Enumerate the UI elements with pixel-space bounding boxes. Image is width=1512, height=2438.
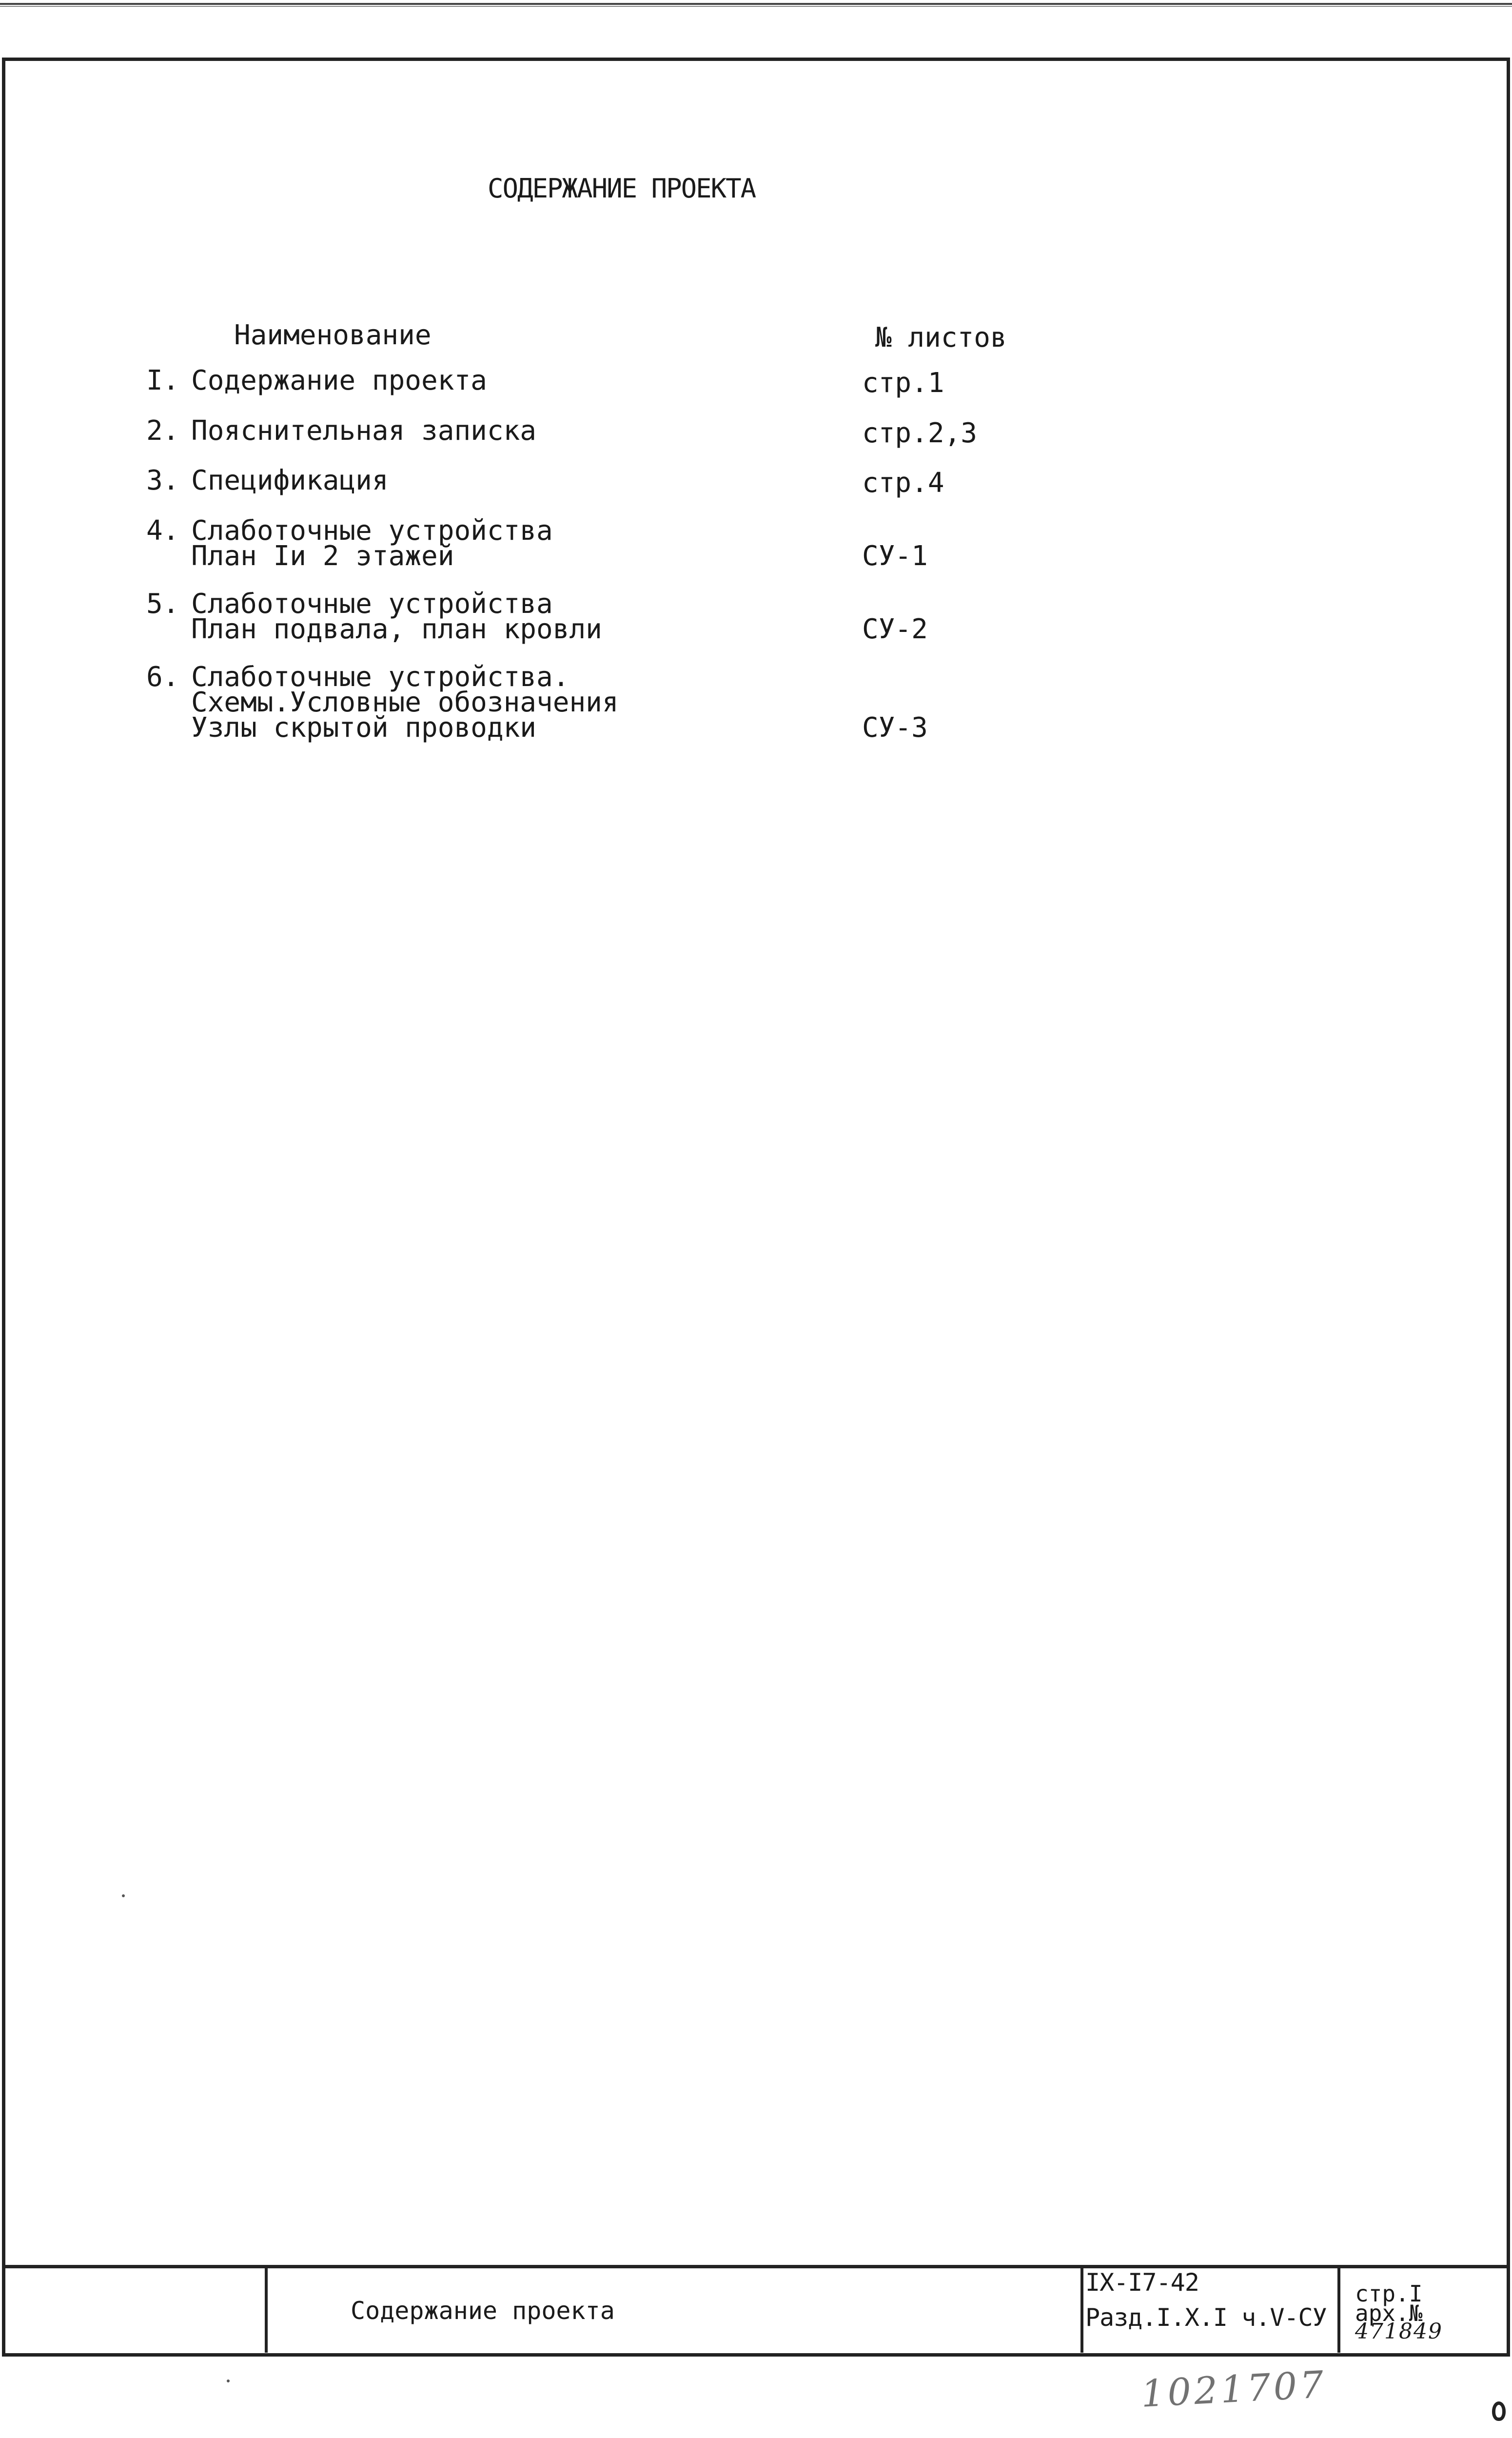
toc-item-sheet: СУ-2: [862, 613, 928, 645]
title-block-page: стр.I: [1355, 2281, 1423, 2307]
title-block-code-cell: [1083, 2268, 1340, 2353]
toc-item-number: 6.: [146, 661, 179, 693]
column-header-name: Наименование: [234, 319, 432, 351]
toc-item-title: [191, 465, 389, 496]
title-block-archive-label: арх.№: [1355, 2300, 1423, 2326]
toc-item-number: 5.: [146, 588, 179, 620]
title-block-empty-cell: [2, 2268, 268, 2353]
title-block-name: Содержание проекта: [351, 2297, 615, 2325]
toc-item-line: План Iи 2 этажей: [191, 540, 454, 572]
scan-speck: [122, 1894, 125, 1897]
scan-top-border: [0, 3, 1512, 7]
toc-item-title: [191, 515, 553, 572]
toc-item-title: [191, 365, 487, 396]
toc-item-sheet: стр.4: [862, 467, 944, 499]
scan-speck: [227, 2379, 230, 2382]
toc-item-line: План подвала, план кровли: [191, 613, 602, 645]
toc-item-title: [191, 661, 619, 744]
toc-item-sheet: СУ-1: [862, 540, 928, 572]
sheet-frame: [2, 58, 1510, 2357]
toc-item-line: Слаботочные устройства: [191, 588, 553, 620]
toc-item-number: 3.: [146, 465, 179, 496]
toc-item-sheet: стр.2,3: [862, 417, 978, 449]
toc-item-line: Слаботочные устройства: [191, 515, 553, 547]
title-block-code: IX-I7-42: [1085, 2268, 1199, 2297]
toc-item-sheet: СУ-3: [862, 712, 928, 744]
document-title: СОДЕРЖАНИЕ ПРОЕКТА: [488, 173, 756, 204]
title-block-section: Разд.I.X.I ч.V-СУ: [1085, 2303, 1327, 2332]
toc-item-title: [191, 588, 602, 645]
toc-item-number: I.: [146, 365, 179, 396]
toc-item-line: Слаботочные устройства.: [191, 661, 569, 693]
title-block-page-cell: [1340, 2268, 1510, 2353]
toc-item-number: 4.: [146, 515, 179, 547]
column-header-sheets: № листов: [875, 322, 1007, 354]
title-block: [2, 2265, 1510, 2353]
toc-item-title: [191, 415, 537, 447]
toc-item-sheet: стр.1: [862, 367, 944, 399]
corner-mark: [1492, 2401, 1506, 2421]
title-block-archive-number: 471849: [1355, 2319, 1443, 2344]
toc-item-line: Содержание проекта: [191, 365, 487, 396]
title-block-name-cell: [268, 2268, 1083, 2353]
toc-item-line: Схемы.Условные обозначения: [191, 687, 619, 718]
toc-item-number: 2.: [146, 415, 179, 447]
handwritten-inventory-number: 1021707: [1139, 2362, 1328, 2416]
toc-item-line: Узлы скрытой проводки: [191, 712, 537, 744]
toc-item-line: Пояснительная записка: [191, 415, 537, 447]
toc-item-line: Спецификация: [191, 465, 389, 496]
